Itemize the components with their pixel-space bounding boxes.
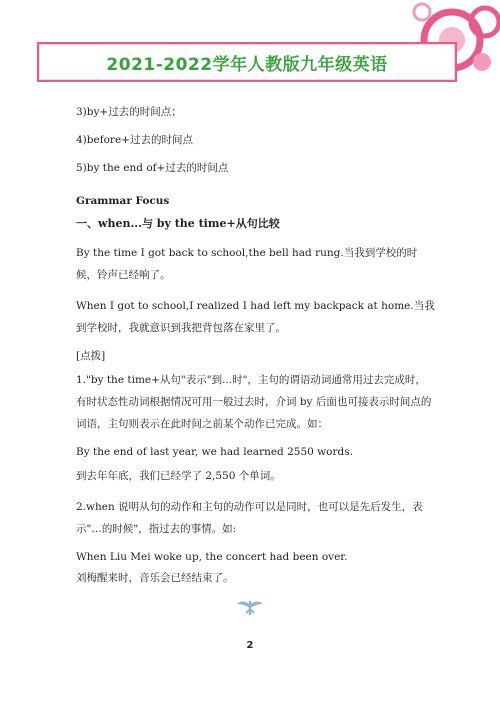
section-heading: 一、when...与 by the time+从句比较 [76, 217, 280, 230]
example-sentence-cn: 到去年年底，我们已经学了 2,550 个单词。 [76, 470, 281, 482]
text-line: 3)by+过去的时间点； [76, 106, 182, 118]
example-sentence-en: When Liu Mei woke up, the concert had been over. [76, 551, 348, 563]
text-line: 4)before+过去的时间点 [76, 134, 193, 146]
example-sentence-en: By the end of last year, we had learned 2550 words. [76, 446, 353, 458]
ornament-icon [236, 598, 264, 616]
example-paragraph: By the time I got back to school,the bell had rung.当我到学校的时候，铃声已经响了。 [76, 247, 418, 281]
document-title: 2021-2022学年人教版九年级英语 [106, 55, 388, 75]
text-line: 5)by the end of+过去的时间点 [76, 162, 229, 174]
tip-label: [点拨] [76, 350, 106, 362]
tip-paragraph: 2.when 说明从句的动作和主句的动作可以是同时，也可以是先后发生，表示"…的时候"，指过去的事情。如: [76, 501, 423, 535]
example-sentence-cn: 刘梅醒来时，音乐会已经结束了。 [76, 572, 234, 584]
title-banner [37, 42, 457, 82]
grammar-focus-heading: Grammar Focus [76, 195, 170, 207]
example-paragraph: When I got to school,I realized I had left my backpack at home.当我到学校时，我就意识到我把背包落在家里了。 [76, 300, 435, 334]
page-number: 2 [246, 640, 254, 651]
tip-paragraph: 1."by the time+从句"表示"到...时"，主句的谓语动词通常用过去完成时，有时状态性动词根据情况可用一般过去时，介词 by 后面也可接表示时间点的词语，主句则表示在此时间之前某个动作已完成。如： [76, 374, 432, 430]
document-body [76, 104, 436, 591]
